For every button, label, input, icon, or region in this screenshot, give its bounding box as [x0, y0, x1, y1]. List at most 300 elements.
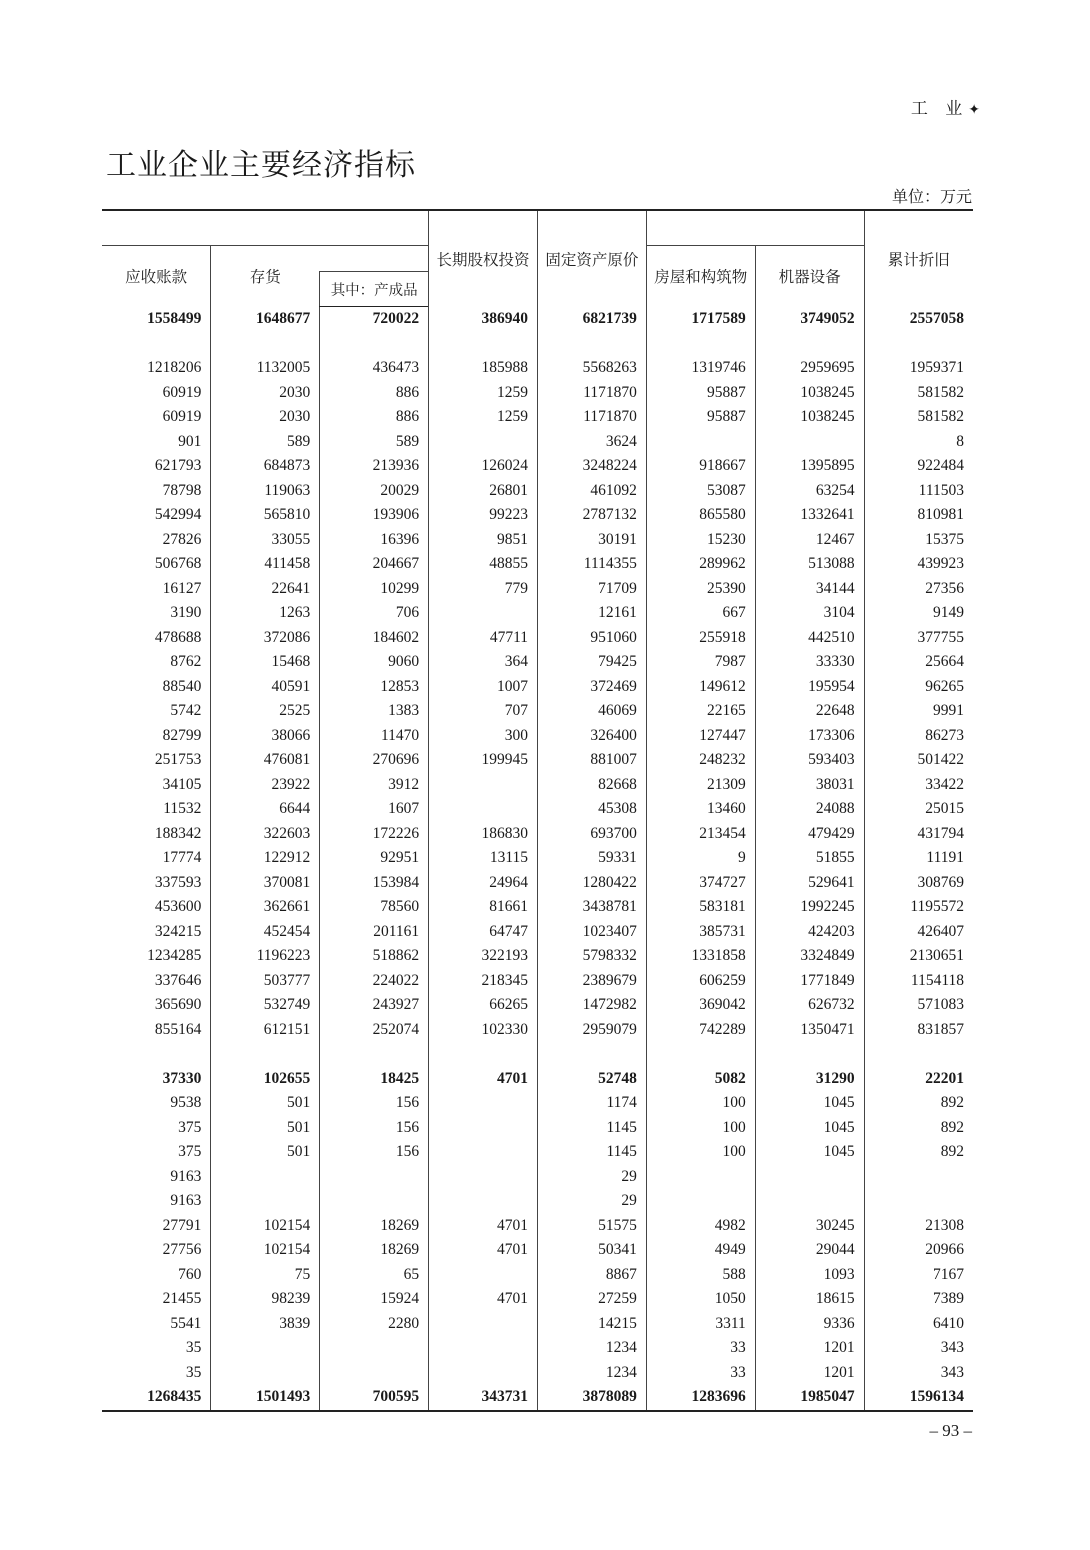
- table-cell: 2959079: [538, 1018, 647, 1043]
- table-cell: 64747: [429, 920, 538, 945]
- table-row: [102, 1287, 973, 1312]
- table-row: [102, 895, 973, 920]
- table-cell: 11470: [320, 724, 429, 749]
- table-cell: 3912: [320, 773, 429, 798]
- table-cell: 21308: [864, 1214, 973, 1239]
- table-cell: 224022: [320, 969, 429, 994]
- table-cell: 1045: [755, 1116, 864, 1141]
- table-cell: 9538: [170, 1094, 202, 1112]
- table-cell: [755, 1165, 864, 1190]
- table-cell: 47711: [429, 626, 538, 651]
- table-cell: 3248224: [538, 454, 647, 479]
- table-cell: 184602: [320, 626, 429, 651]
- table-cell: 188342: [154, 824, 202, 842]
- table-cell: 6410: [864, 1312, 973, 1337]
- header-inventory-spacer: [320, 246, 429, 272]
- table-cell: 16127: [162, 579, 202, 597]
- table-cell: 1596134: [864, 1385, 973, 1411]
- table-cell: 9163: [170, 1192, 202, 1210]
- table-cell: 626732: [755, 993, 864, 1018]
- table-cell: 38066: [211, 724, 320, 749]
- table-cell: 1383: [320, 699, 429, 724]
- table-cell: 1263: [211, 601, 320, 626]
- table-cell: 501422: [864, 748, 973, 773]
- table-cell: 3324849: [755, 944, 864, 969]
- table-cell: 213454: [646, 822, 755, 847]
- table-cell: [102, 332, 211, 357]
- table-row: [102, 650, 973, 675]
- table-cell: 343: [864, 1361, 973, 1386]
- table-row: [102, 993, 973, 1018]
- table-cell: 684873: [211, 454, 320, 479]
- table-cell: 22648: [755, 699, 864, 724]
- table-cell: 855164: [154, 1020, 202, 1038]
- table-cell: 27756: [162, 1241, 202, 1259]
- table-cell: 289962: [646, 552, 755, 577]
- table-cell: 71709: [538, 577, 647, 602]
- table-cell: 126024: [429, 454, 538, 479]
- table-row: [102, 1385, 973, 1411]
- table-cell: 779: [429, 577, 538, 602]
- table-cell: 50341: [538, 1238, 647, 1263]
- table-row: [102, 944, 973, 969]
- table-row: [102, 1140, 973, 1165]
- table-cell: 24088: [755, 797, 864, 822]
- table-cell: 35: [185, 1339, 202, 1357]
- table-cell: 102154: [211, 1214, 320, 1239]
- table-row: [102, 1336, 973, 1361]
- header-fixed-assets: [538, 210, 647, 307]
- table-cell: 951060: [538, 626, 647, 651]
- table-cell: 29044: [755, 1238, 864, 1263]
- table-cell: 33055: [211, 528, 320, 553]
- table-cell: [320, 1336, 429, 1361]
- header-spacer-2: [211, 210, 320, 246]
- table-cell: 99223: [429, 503, 538, 528]
- table-cell: 4701: [429, 1214, 538, 1239]
- table-cell: 33: [646, 1336, 755, 1361]
- table-cell: [429, 1165, 538, 1190]
- table-cell: 532749: [211, 993, 320, 1018]
- table-cell: 5798332: [538, 944, 647, 969]
- table-cell: 439923: [864, 552, 973, 577]
- table-cell: 8762: [170, 653, 202, 671]
- table-row: [102, 528, 973, 553]
- table-row: [102, 1018, 973, 1043]
- table-cell: 16396: [320, 528, 429, 553]
- table-cell: 2557058: [864, 307, 973, 332]
- table-cell: 1132005: [211, 356, 320, 381]
- header-spacer-1: [102, 210, 211, 246]
- table-cell: [429, 1116, 538, 1141]
- table-cell: 10299: [320, 577, 429, 602]
- table-cell: 9149: [864, 601, 973, 626]
- table-cell: 612151: [211, 1018, 320, 1043]
- table-cell: 9: [646, 846, 755, 871]
- table-cell: 31290: [755, 1067, 864, 1092]
- table-cell: 1283696: [646, 1385, 755, 1411]
- table-row: [102, 454, 973, 479]
- table-cell: 588: [646, 1263, 755, 1288]
- header-depreciation-label: 累计折旧: [887, 250, 950, 269]
- table-cell: 23922: [211, 773, 320, 798]
- table-cell: 1319746: [646, 356, 755, 381]
- table-cell: 1154118: [864, 969, 973, 994]
- table-cell: 92951: [320, 846, 429, 871]
- table-cell: [211, 1189, 320, 1214]
- table-cell: 59331: [538, 846, 647, 871]
- table-cell: 1280422: [538, 871, 647, 896]
- table-cell: [864, 1165, 973, 1190]
- table-cell: 476081: [211, 748, 320, 773]
- table-cell: [429, 601, 538, 626]
- table-cell: 111503: [864, 479, 973, 504]
- table-cell: 922484: [864, 454, 973, 479]
- running-head: [900, 94, 980, 119]
- table-cell: 173306: [755, 724, 864, 749]
- table-cell: 1992245: [755, 895, 864, 920]
- table-cell: 343: [864, 1336, 973, 1361]
- table-row: [102, 601, 973, 626]
- table-cell: 370081: [211, 871, 320, 896]
- table-cell: 1045: [755, 1091, 864, 1116]
- table-cell: [538, 1042, 647, 1067]
- table-cell: 1218206: [147, 359, 202, 377]
- table-cell: 324215: [154, 922, 202, 940]
- table-cell: 337593: [154, 873, 202, 891]
- table-cell: 4982: [646, 1214, 755, 1239]
- table-cell: [429, 1042, 538, 1067]
- table-cell: 1501493: [211, 1385, 320, 1411]
- table-cell: 22201: [864, 1067, 973, 1092]
- table-cell: 34144: [755, 577, 864, 602]
- table-cell: 8: [864, 430, 973, 455]
- table-row: [102, 920, 973, 945]
- table-cell: 195954: [755, 675, 864, 700]
- table-row: [102, 430, 973, 455]
- table-cell: 13115: [429, 846, 538, 871]
- table-cell: 3104: [755, 601, 864, 626]
- table-cell: 707: [429, 699, 538, 724]
- table-cell: 149612: [646, 675, 755, 700]
- table-row: [102, 1189, 973, 1214]
- header-spacer-7: [755, 210, 864, 246]
- unit-label: 单位：万元: [891, 187, 972, 206]
- table-cell: [429, 1263, 538, 1288]
- table-cell: 442510: [755, 626, 864, 651]
- table-cell: [646, 1165, 755, 1190]
- table-cell: 1201: [755, 1336, 864, 1361]
- table-cell: 122912: [211, 846, 320, 871]
- spacer-row: [102, 332, 973, 357]
- table-cell: 65: [320, 1263, 429, 1288]
- table-cell: [755, 430, 864, 455]
- table-cell: 581582: [864, 405, 973, 430]
- table-cell: 411458: [211, 552, 320, 577]
- table-cell: 478688: [154, 628, 202, 646]
- table-row: [102, 1067, 973, 1092]
- table-cell: [429, 1091, 538, 1116]
- header-inventory-label: 存货: [249, 268, 281, 287]
- table-cell: 1195572: [864, 895, 973, 920]
- table-cell: 372469: [538, 675, 647, 700]
- header-buildings-label: 房屋和构筑物: [654, 268, 748, 287]
- header-inventory-finished: [320, 272, 429, 307]
- table-cell: 365690: [154, 996, 202, 1014]
- table-cell: [320, 1189, 429, 1214]
- table-cell: 1050: [646, 1287, 755, 1312]
- table-row: [102, 846, 973, 871]
- table-cell: 369042: [646, 993, 755, 1018]
- table-cell: [211, 1165, 320, 1190]
- page-number: – 93 –: [929, 1421, 972, 1440]
- table-cell: 1201: [755, 1361, 864, 1386]
- table-cell: 63254: [755, 479, 864, 504]
- table-cell: 102655: [211, 1067, 320, 1092]
- table-cell: 1985047: [755, 1385, 864, 1411]
- table-cell: 3878089: [538, 1385, 647, 1411]
- table-cell: [429, 1189, 538, 1214]
- table-cell: [102, 1042, 211, 1067]
- table-cell: 98239: [211, 1287, 320, 1312]
- table-cell: 1472982: [538, 993, 647, 1018]
- table-cell: 2959695: [755, 356, 864, 381]
- page-title: 工业企业主要经济指标: [106, 148, 416, 183]
- table-cell: 374727: [646, 871, 755, 896]
- table-cell: 27826: [162, 530, 202, 548]
- table-row: [102, 405, 973, 430]
- table-cell: 3749052: [755, 307, 864, 332]
- table-row: [102, 1263, 973, 1288]
- table-cell: 589: [320, 430, 429, 455]
- table-cell: 4701: [429, 1238, 538, 1263]
- table-cell: 38031: [755, 773, 864, 798]
- table-cell: [864, 332, 973, 357]
- table-cell: 30191: [538, 528, 647, 553]
- table-row: [102, 1091, 973, 1116]
- table-cell: 21455: [162, 1290, 202, 1308]
- table-cell: 385731: [646, 920, 755, 945]
- table-cell: 35: [185, 1363, 202, 1381]
- table-cell: 621793: [154, 457, 202, 475]
- table-cell: 186830: [429, 822, 538, 847]
- table-cell: 1607: [320, 797, 429, 822]
- table-cell: 201161: [320, 920, 429, 945]
- table-row: [102, 307, 973, 332]
- table-cell: 1395895: [755, 454, 864, 479]
- table-cell: 1771849: [755, 969, 864, 994]
- table-cell: 66265: [429, 993, 538, 1018]
- table-cell: 810981: [864, 503, 973, 528]
- table-cell: 426407: [864, 920, 973, 945]
- table-cell: 424203: [755, 920, 864, 945]
- table-cell: 518862: [320, 944, 429, 969]
- table-cell: 322193: [429, 944, 538, 969]
- table-cell: 886: [320, 381, 429, 406]
- table-cell: 270696: [320, 748, 429, 773]
- table-cell: 88540: [162, 677, 202, 695]
- table-cell: 96265: [864, 675, 973, 700]
- table-row: [102, 626, 973, 651]
- table-cell: 479429: [755, 822, 864, 847]
- spacer-row: [102, 1042, 973, 1067]
- table-cell: 60919: [162, 383, 202, 401]
- table-cell: 4701: [429, 1067, 538, 1092]
- table-cell: 14215: [538, 1312, 647, 1337]
- table-cell: 1007: [429, 675, 538, 700]
- table-row: [102, 552, 973, 577]
- table-cell: 892: [864, 1091, 973, 1116]
- header-receivables-label: 应收账款: [125, 268, 188, 287]
- table-cell: 1234: [538, 1336, 647, 1361]
- table-cell: 452454: [211, 920, 320, 945]
- table-row: [102, 797, 973, 822]
- table-cell: 760: [178, 1265, 202, 1283]
- table-cell: 213936: [320, 454, 429, 479]
- table-cell: 513088: [755, 552, 864, 577]
- table-cell: 1174: [538, 1091, 647, 1116]
- table-cell: 9163: [170, 1167, 202, 1185]
- table-row: [102, 822, 973, 847]
- table-cell: 255918: [646, 626, 755, 651]
- table-cell: 589: [211, 430, 320, 455]
- table-cell: 1038245: [755, 405, 864, 430]
- table-cell: [320, 332, 429, 357]
- table-cell: 3311: [646, 1312, 755, 1337]
- table-row: [102, 1238, 973, 1263]
- table-cell: [864, 1189, 973, 1214]
- table-cell: 667: [646, 601, 755, 626]
- table-cell: 1350471: [755, 1018, 864, 1043]
- table-cell: 2787132: [538, 503, 647, 528]
- table-cell: 3438781: [538, 895, 647, 920]
- table-cell: 7987: [646, 650, 755, 675]
- table-row: [102, 724, 973, 749]
- table-row: [102, 871, 973, 896]
- table-cell: 86273: [864, 724, 973, 749]
- table-row: [102, 381, 973, 406]
- table-cell: 2030: [211, 405, 320, 430]
- table-cell: [646, 430, 755, 455]
- table-cell: 1023407: [538, 920, 647, 945]
- table-cell: 501: [211, 1091, 320, 1116]
- table-cell: [429, 1312, 538, 1337]
- table-cell: 431794: [864, 822, 973, 847]
- table-cell: 204667: [320, 552, 429, 577]
- table-cell: 700595: [320, 1385, 429, 1411]
- table-cell: 606259: [646, 969, 755, 994]
- table-cell: 506768: [154, 555, 202, 573]
- table-cell: 6644: [211, 797, 320, 822]
- table-cell: 571083: [864, 993, 973, 1018]
- table-cell: 2389679: [538, 969, 647, 994]
- table-cell: 33: [646, 1361, 755, 1386]
- table-cell: 26801: [429, 479, 538, 504]
- table-cell: [538, 332, 647, 357]
- table-cell: 12853: [320, 675, 429, 700]
- table-row: [102, 503, 973, 528]
- table-cell: 127447: [646, 724, 755, 749]
- table-cell: 375: [178, 1143, 202, 1161]
- table-cell: 15375: [864, 528, 973, 553]
- table-cell: 1038245: [755, 381, 864, 406]
- table-cell: 27356: [864, 577, 973, 602]
- table-cell: [646, 1189, 755, 1214]
- table-cell: 218345: [429, 969, 538, 994]
- table-cell: 583181: [646, 895, 755, 920]
- table-cell: 15924: [320, 1287, 429, 1312]
- table-cell: 918667: [646, 454, 755, 479]
- table-cell: 20029: [320, 479, 429, 504]
- table-cell: 1171870: [538, 405, 647, 430]
- table-cell: 5568263: [538, 356, 647, 381]
- table-cell: 343731: [429, 1385, 538, 1411]
- header-buildings: [646, 246, 755, 307]
- table-cell: 33422: [864, 773, 973, 798]
- table-cell: 37330: [162, 1069, 202, 1087]
- table-cell: 81661: [429, 895, 538, 920]
- table-cell: 326400: [538, 724, 647, 749]
- table-cell: 51575: [538, 1214, 647, 1239]
- table-cell: 501: [211, 1140, 320, 1165]
- table-cell: 53087: [646, 479, 755, 504]
- table-cell: 193906: [320, 503, 429, 528]
- table-cell: 9851: [429, 528, 538, 553]
- table-cell: 251753: [154, 751, 202, 769]
- table-cell: 25390: [646, 577, 755, 602]
- table-cell: 52748: [538, 1067, 647, 1092]
- table-cell: [646, 1042, 755, 1067]
- table-cell: 18269: [320, 1214, 429, 1239]
- table-cell: 30245: [755, 1214, 864, 1239]
- table-cell: 153984: [320, 871, 429, 896]
- table-cell: [320, 1042, 429, 1067]
- table-cell: 503777: [211, 969, 320, 994]
- table-cell: 2130651: [864, 944, 973, 969]
- table-cell: 100: [646, 1140, 755, 1165]
- table-cell: 24964: [429, 871, 538, 896]
- table-cell: 901: [178, 432, 202, 450]
- table-cell: 886: [320, 405, 429, 430]
- header-long-term-equity-label: 长期股权投资: [436, 250, 530, 269]
- table-cell: [211, 1042, 320, 1067]
- table-cell: 581582: [864, 381, 973, 406]
- table-cell: 12467: [755, 528, 864, 553]
- table-cell: 1717589: [646, 307, 755, 332]
- table-cell: 45308: [538, 797, 647, 822]
- table-row: [102, 1116, 973, 1141]
- table-cell: 27791: [162, 1216, 202, 1234]
- table-row: [102, 479, 973, 504]
- table-cell: 1093: [755, 1263, 864, 1288]
- table-cell: 364: [429, 650, 538, 675]
- table-cell: 27259: [538, 1287, 647, 1312]
- header-inventory: [211, 246, 320, 307]
- table-cell: 25664: [864, 650, 973, 675]
- table-cell: 17774: [162, 849, 202, 867]
- table-cell: 21309: [646, 773, 755, 798]
- table-cell: 11532: [163, 800, 202, 818]
- table-cell: 20966: [864, 1238, 973, 1263]
- table-cell: 95887: [646, 381, 755, 406]
- table-cell: 2030: [211, 381, 320, 406]
- table-cell: 51855: [755, 846, 864, 871]
- table-cell: 78560: [320, 895, 429, 920]
- table-cell: 377755: [864, 626, 973, 651]
- table-cell: 25015: [864, 797, 973, 822]
- table-cell: 46069: [538, 699, 647, 724]
- table-row: [102, 1214, 973, 1239]
